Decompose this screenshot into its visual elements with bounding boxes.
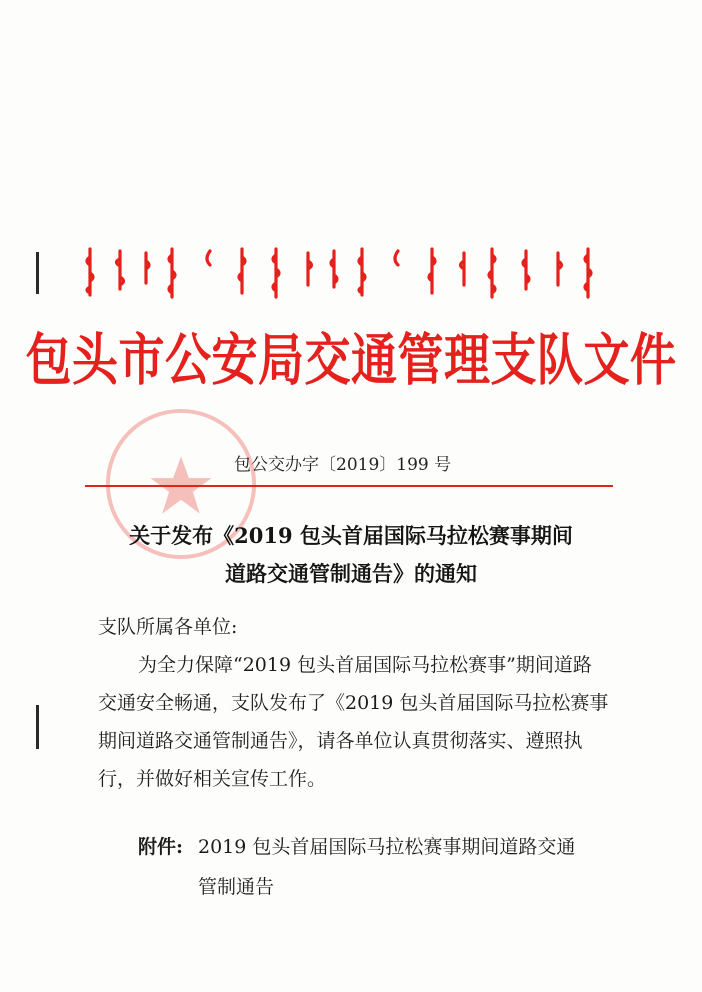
notice-title-line-1: 关于发布《2019 包头首届国际马拉松赛事期间 [129, 523, 573, 548]
recipient-line: 支队所属各单位: [98, 616, 238, 638]
margin-mark-top [36, 252, 39, 294]
agency-title: 包头市公安局交通管理支队文件 [25, 326, 677, 393]
attachment-line-1: 2019 包头首届国际马拉松赛事期间道路交通 [198, 836, 576, 858]
body-line-4: 行，并做好相关宣传工作。 [98, 768, 327, 790]
mongolian-script-header [80, 243, 610, 301]
document-number: 包公交办字〔2019〕199 号 [234, 455, 452, 475]
notice-title-line-2: 道路交通管制通告》的通知 [225, 561, 477, 586]
body-line-1: 为全力保障“2019 包头首届国际马拉松赛事”期间道路 [138, 654, 592, 676]
red-divider [85, 485, 613, 487]
attachment-line-2: 管制通告 [198, 876, 275, 898]
margin-mark-middle [36, 705, 39, 749]
body-line-2: 交通安全畅通，支队发布了《2019 包头首届国际马拉松赛事 [98, 692, 609, 714]
body-line-3: 期间道路交通管制通告》，请各单位认真贯彻落实、遵照执 [98, 730, 583, 752]
attachment-label: 附件: [138, 836, 184, 858]
